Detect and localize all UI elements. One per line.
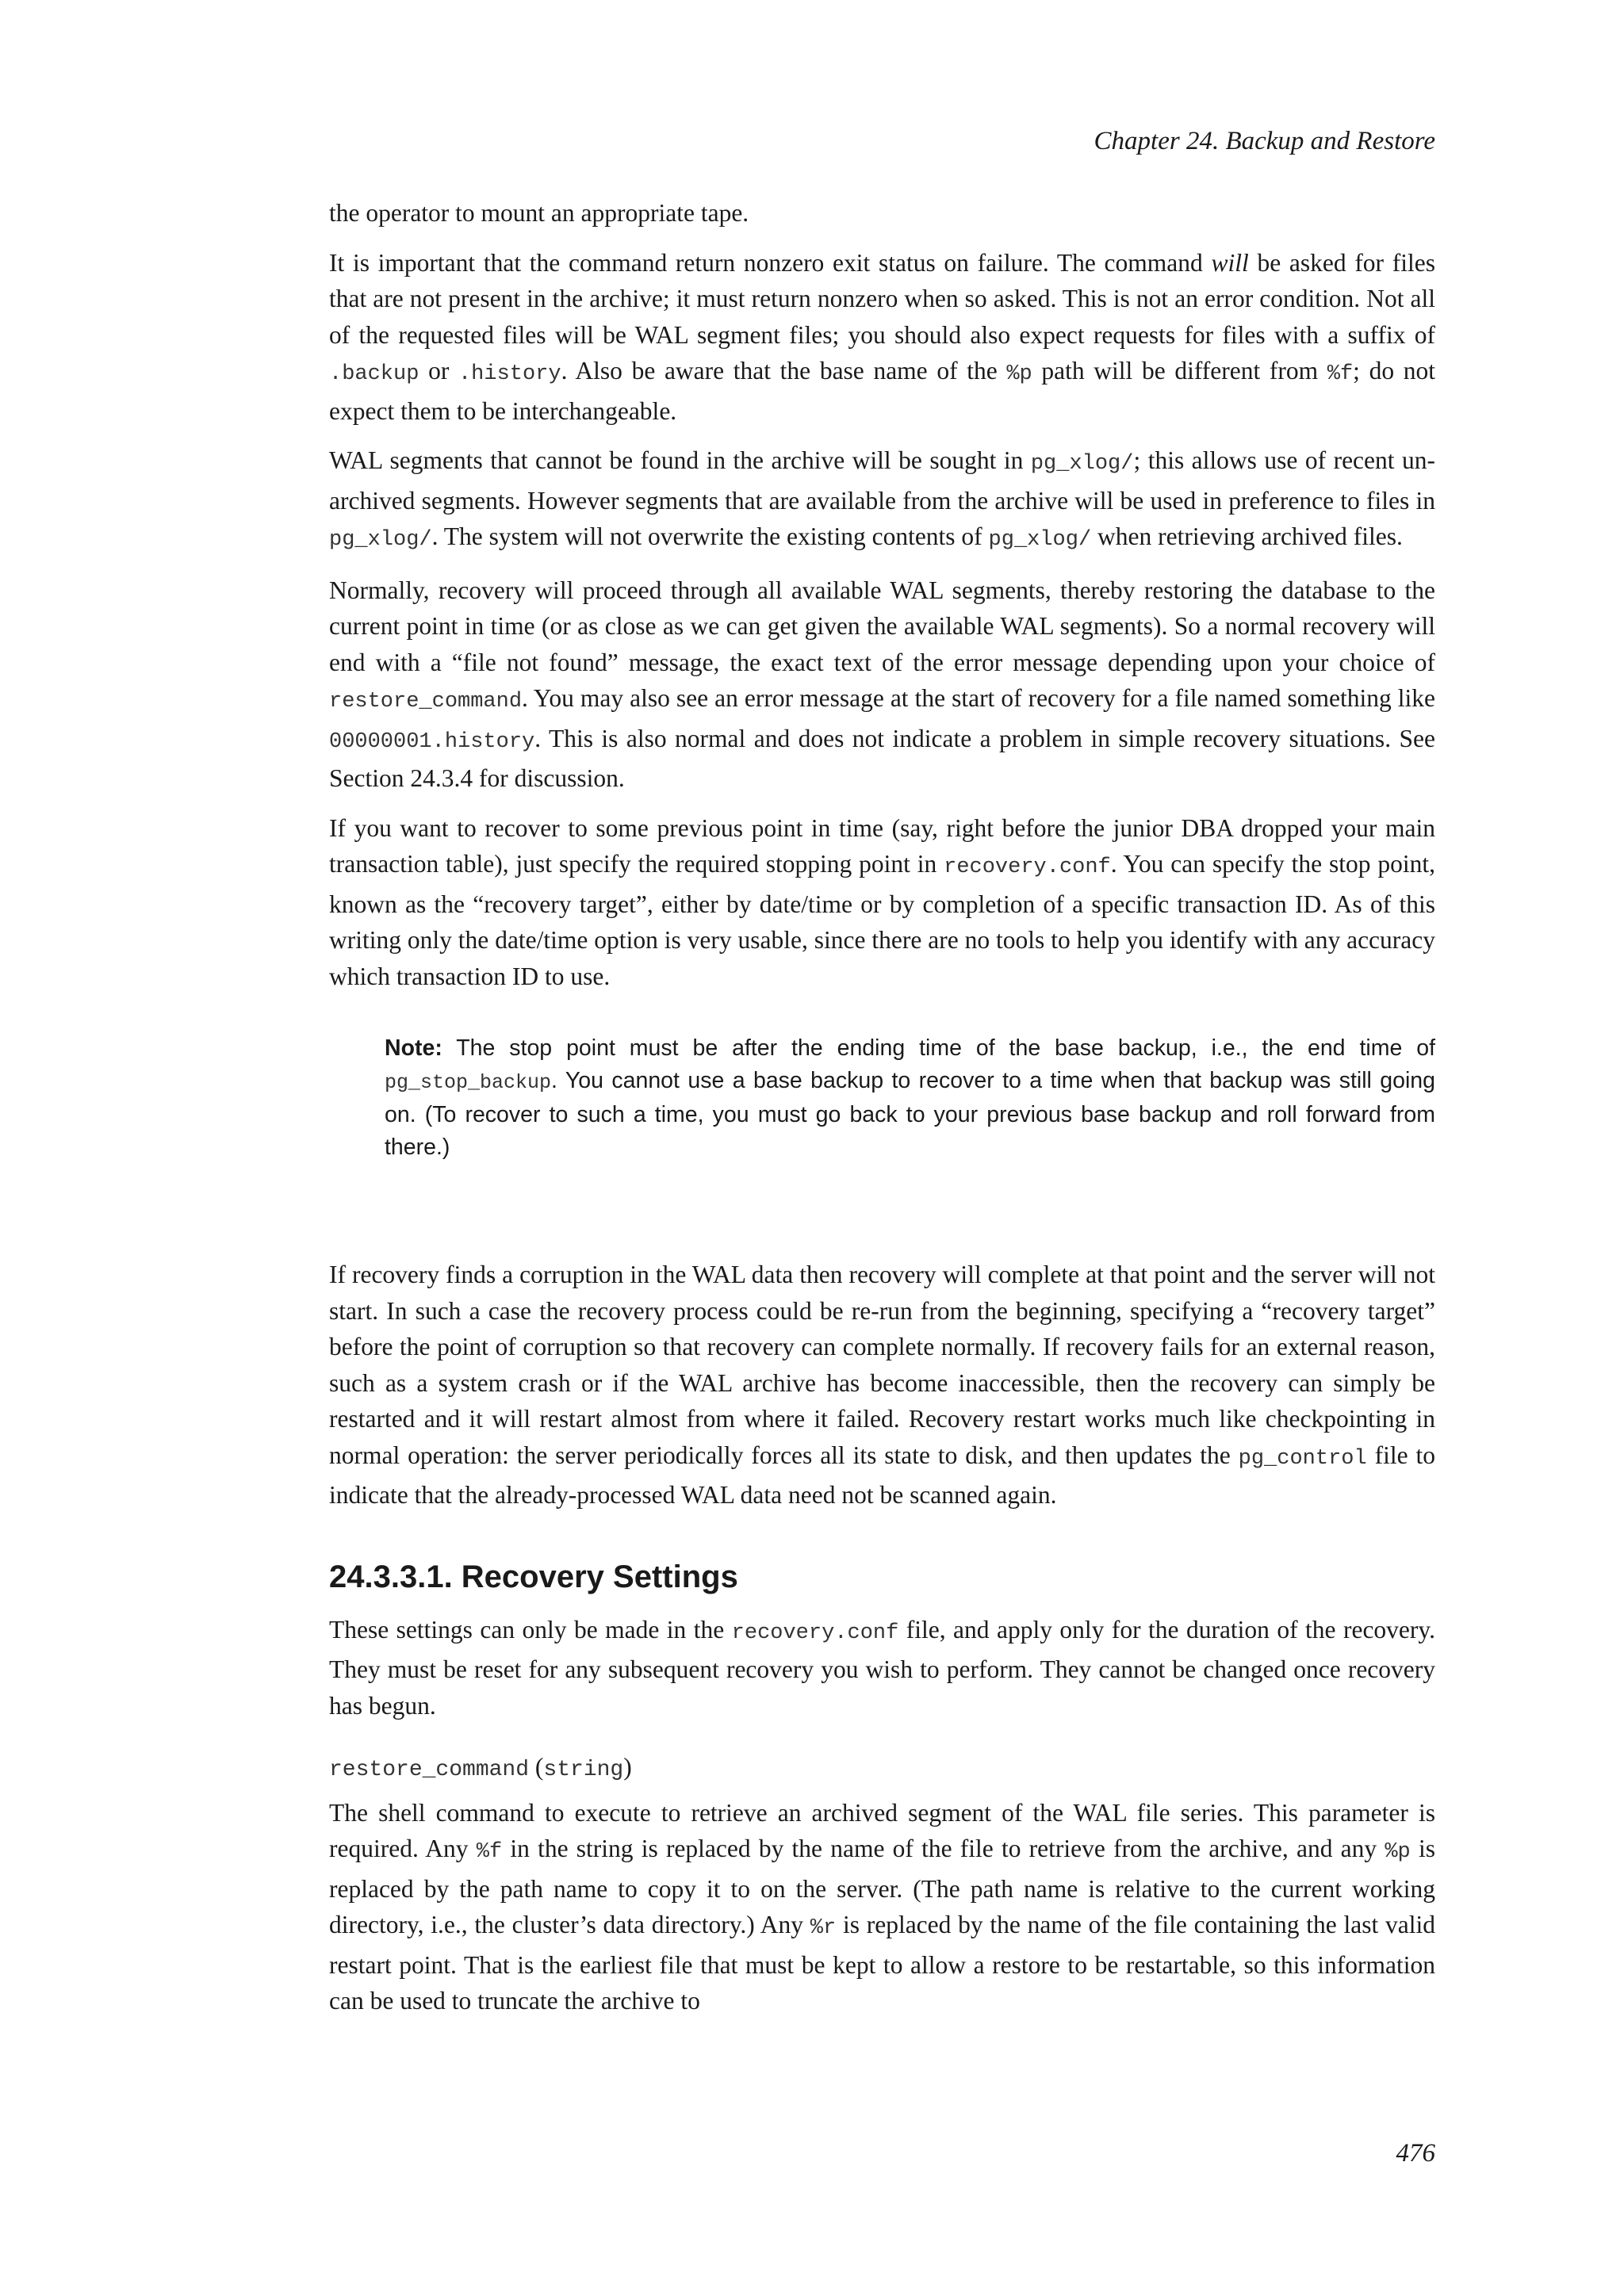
paragraph-settings-intro: These settings can only be made in the recovery.conf file, and apply only for the duration of the recovery. They must be reset for any subsequent recovery you wish to perform. They cannot be changed once recovery has begun. (329, 1615, 1435, 1720)
parameter-type: string (543, 1758, 624, 1782)
paragraph-continuation: the operator to mount an appropriate tape. (329, 199, 749, 227)
page-number: 476 (1396, 2139, 1435, 2168)
body-text (329, 195, 1435, 2033)
parameter-description: The shell command to execute to retrieve an archived segment of the WAL file series. This parameter is required. Any %f in the string is replaced by the name of the file to retrieve from the archive, and any %p is replaced by the path name to copy it to on the server. (The path name is relative to the current working directory, i.e., the cluster’s data directory.) Any %r is replaced by the name of the file containing the last valid restart point. That is the earliest file that must be kept to allow a restore to be restartable, so this information can be used to truncate the archive to (329, 1798, 1436, 2015)
note-label: Note: (385, 1035, 442, 1061)
paragraph-normal-recovery: Normally, recovery will proceed through all available WAL segments, thereby restoring the database to the current point in time (or as close as we can get given the available WAL segments). So a normal recovery will end with a “file not found” message, the exact text of the error message depending upon your choice of restore_command. You may also see an error message at the start of recovery for a file named something like 00000001.history. This is also normal and does not indicate a problem in simple recovery situations. See Section 24.3.4 for discussion. (329, 576, 1435, 792)
parameter-term: restore_command (string) (329, 1753, 632, 1782)
paragraph-exit-status: It is important that the command return nonzero exit status on failure. The command will be asked for files that are not present in the archive; it must return nonzero when so asked. This is not an error condition. Not all of the requested files will be WAL segment files; you should also expect requests for files with a suffix of .backup or .history. Also be aware that the base name of the %p path will be different from %f; do not expect them to be interchangeable. (329, 248, 1435, 425)
paragraph-point-in-time: If you want to recover to some previous point in time (say, right before the junior DBA dropped your main transaction table), just specify the required stopping point in recovery.conf. You can specify the stop point, known as the “recovery target”, either by date/time or by completion of a specific transaction ID. As of this writing only the date/time option is very usable, since there are no tools to help you identify with any accuracy which transaction ID to use. (329, 813, 1435, 990)
paragraph-wal-segments: WAL segments that cannot be found in the archive will be sought in pg_xlog/; this allows use of recent un-archived segments. However segments that are available from the archive will be used in preference to files in pg_xlog/. The system will not overwrite the existing contents of pg_xlog/ when retrieving archived files. (329, 446, 1435, 552)
note-box: Note: The stop point must be after the ending time of the base backup, i.e., the end time of pg_stop_backup. You cannot use a base backup to recover to a time when that backup was still going on. (To recover to such a time, you must go back to your previous base backup and roll forward from there.) (385, 1035, 1435, 1160)
section-heading: 24.3.3.1. Recovery Settings (329, 1559, 738, 1594)
running-header: Chapter 24. Backup and Restore (1094, 127, 1435, 155)
paragraph-corruption: If recovery finds a corruption in the WAL data then recovery will complete at that point and the server will not start. In such a case the recovery process could be re-run from the beginning, specifying a “recovery target” before the point of corruption so that recovery can complete normally. If recovery fails for an external reason, such as a system crash or if the WAL archive has become inaccessible, then the recovery can simply be restarted and it will restart almost from where it failed. Recovery restart works much like checkpointing in normal operation: the server periodically forces all its state to disk, and then updates the pg_control file to indicate that the already-processed WAL data need not be scanned again. (329, 1261, 1435, 1509)
parameter-name: restore_command (329, 1758, 530, 1782)
